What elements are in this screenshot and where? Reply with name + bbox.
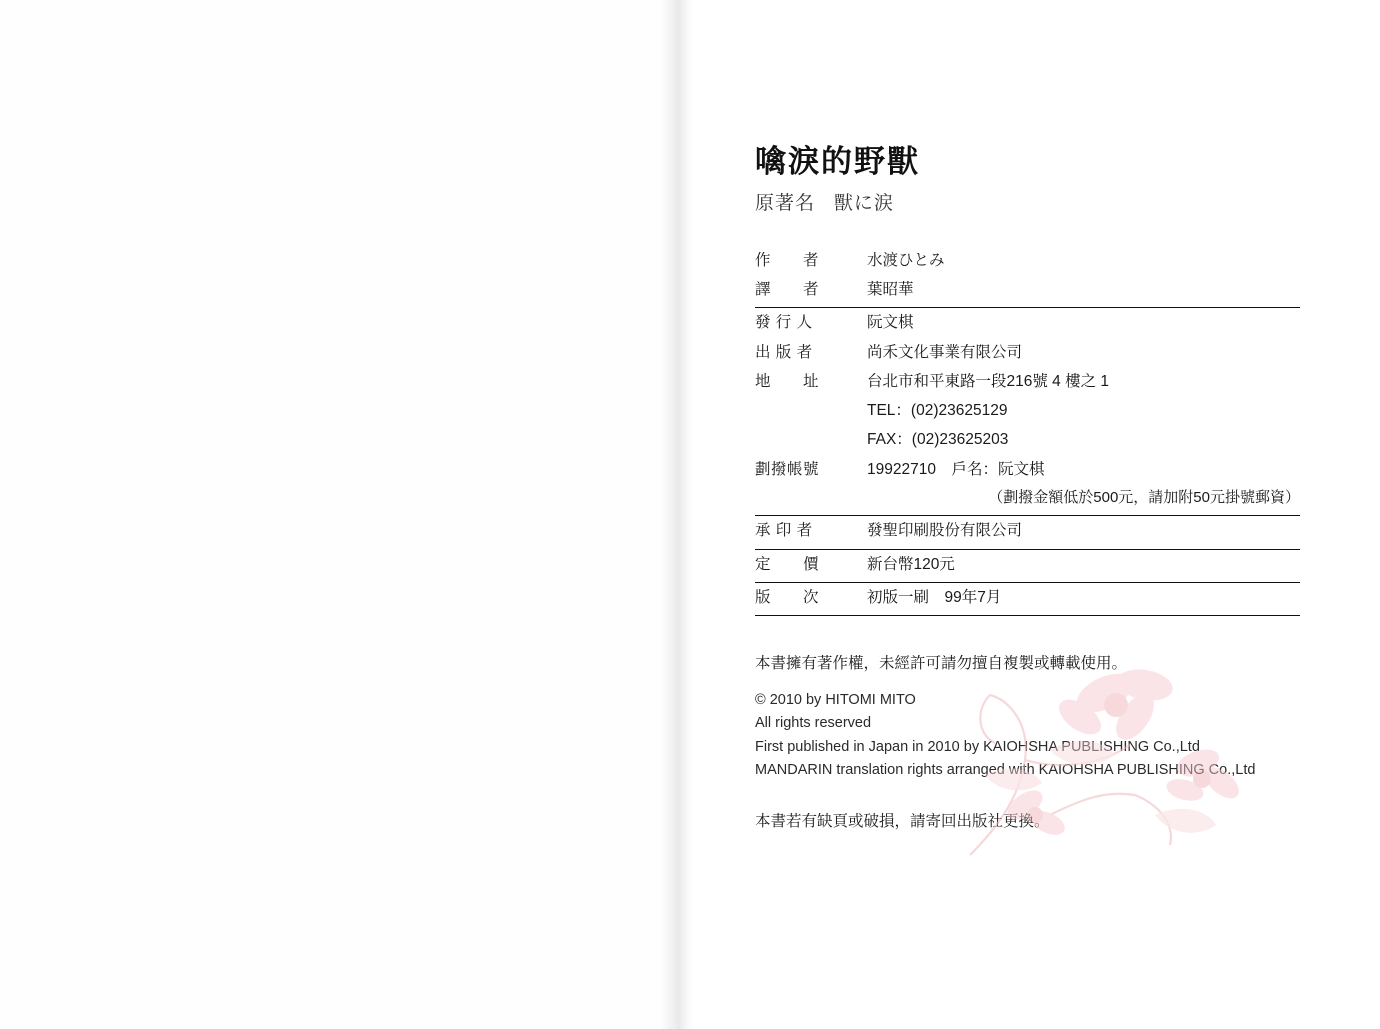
copyright-line-4: MANDARIN translation rights arranged with KAIOHSHA PUBLISHING Co.,Ltd [755, 761, 1256, 778]
credit-row-address [755, 367, 1300, 396]
credit-label-edition: 版 次 [755, 582, 867, 615]
credit-value-giro-account: 19922710 戶名：阮文棋 [867, 460, 1045, 478]
credit-value-tel: TEL：(02)23625129 [867, 402, 1008, 420]
credit-row-publisher-person [755, 308, 1300, 338]
page-gutter-shadow [660, 0, 694, 1029]
credit-value-printer: 發聖印刷股份有限公司 [867, 516, 1300, 549]
copyright-line-2: All rights reserved [755, 715, 872, 732]
legal-notes [755, 650, 1300, 835]
credit-label-tel [755, 396, 867, 425]
credit-label-publisher-person: 發 行 人 [755, 314, 813, 332]
credit-row-translator [755, 275, 1300, 308]
credit-value-publisher-person: 阮文棋 [867, 314, 914, 332]
credit-label-address: 地 址 [755, 372, 820, 390]
credit-label-printer: 承 印 者 [755, 516, 867, 549]
defect-notice: 本書若有缺頁或破損，請寄回出版社更換。 [755, 813, 1050, 831]
credit-value-address: 台北市和平東路一段216號 4 樓之 1 [867, 372, 1110, 390]
original-title-line [755, 193, 1300, 216]
credit-row-giro-account [755, 455, 1300, 484]
copyright-line-1: © 2010 by HITOMI MITO [755, 692, 916, 709]
credit-label-giro-account: 劃撥帳號 [755, 460, 820, 478]
credit-value-price: 新台幣120元 [867, 549, 1300, 582]
credit-label-price: 定 價 [755, 549, 867, 582]
credit-label-publisher: 出 版 者 [755, 343, 813, 361]
notes-spacer [755, 782, 1300, 808]
credit-value-publisher: 尚禾文化事業有限公司 [867, 343, 1023, 361]
credit-row-fax [755, 425, 1300, 454]
credit-row-author [755, 246, 1300, 275]
credit-value-author: 水渡ひとみ [867, 251, 945, 269]
credit-row-tel [755, 396, 1300, 425]
copyright-line-3: First published in Japan in 2010 by KAIOHSHA PUBLISHING Co.,Ltd [755, 738, 1200, 755]
left-blank-page [0, 0, 662, 1029]
credit-row-edition [755, 582, 1300, 615]
credit-label-translator: 譯 者 [755, 275, 867, 308]
credit-row-publisher [755, 338, 1300, 367]
credit-value-edition: 初版一刷 99年7月 [867, 582, 1300, 615]
credit-value-giro-note: （劃撥金額低於500元，請加附50元掛號郵資） [867, 484, 1300, 516]
credit-label-fax [755, 425, 867, 454]
copyright-notice-zh: 本書擁有著作權，未經許可請勿擅自複製或轉載使用。 [755, 655, 1128, 673]
original-title-label: 原著名 [755, 193, 816, 215]
credit-row-giro-note [755, 484, 1300, 516]
credits-table [755, 246, 1300, 616]
page-title: 噙淚的野獸 [755, 144, 920, 179]
credit-value-fax: FAX：(02)23625203 [867, 431, 1009, 449]
credit-label-author: 作 者 [755, 251, 820, 269]
colophon-block [755, 145, 1300, 835]
credit-label-giro-note [755, 484, 867, 516]
original-title-value: 獸に涙 [833, 193, 894, 215]
credit-row-printer [755, 516, 1300, 549]
credit-row-price [755, 549, 1300, 582]
credit-value-translator: 葉昭華 [867, 275, 1300, 308]
